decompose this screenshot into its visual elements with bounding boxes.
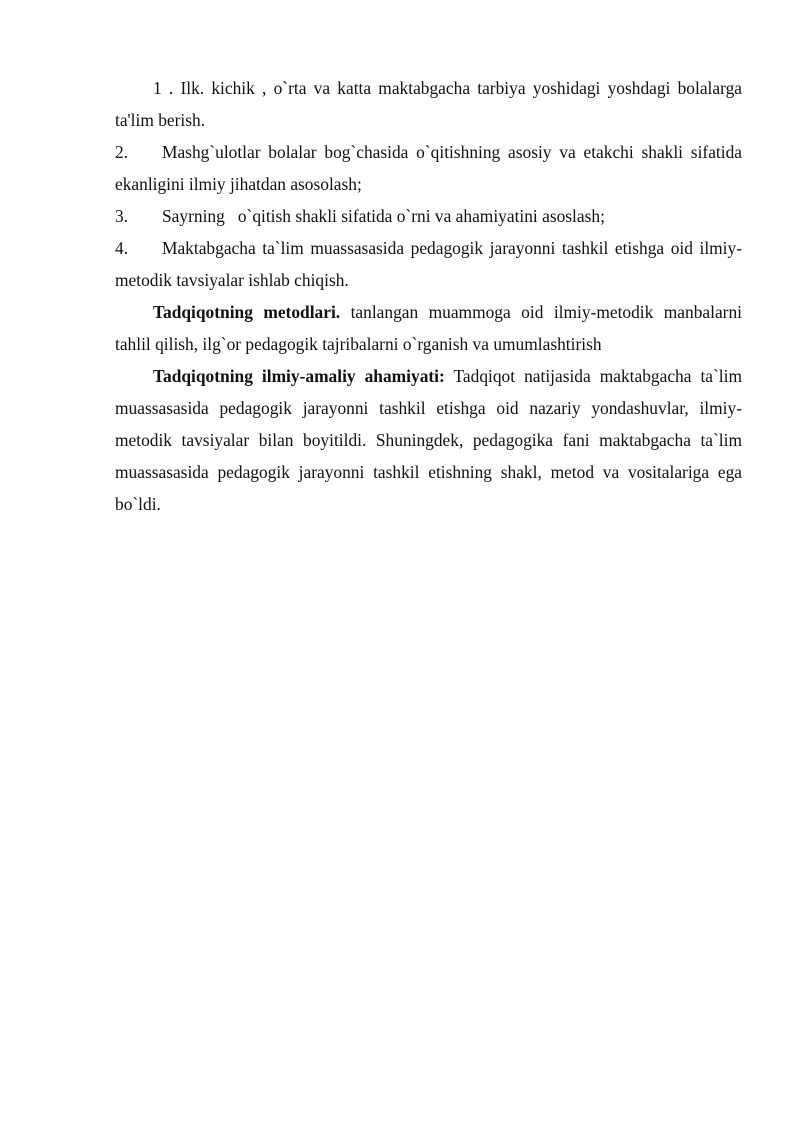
list-item-3-number: 3. [115, 206, 129, 226]
list-item-2 [115, 136, 742, 200]
list-item-3-text: Sayrning o`qitish shakli sifatida o`rni va ahamiyatini asoslash; [162, 206, 605, 226]
significance-paragraph [115, 360, 742, 520]
list-item-4-text: Maktabgacha ta`lim muassasasida pedagogik jarayonni tashkil etishga oid ilmiy-metodik tavsiyalar ishlab chiqish. [115, 238, 742, 290]
methods-text: tanlangan muammoga oid ilmiy-metodik manbalarni tahlil qilish, ilg`or pedagogik tajribalarni o`rganish va umumlashtirish [115, 302, 742, 354]
list-item-2-text: Mashg`ulotlar bolalar bog`chasida o`qitishning asosiy va etakchi shakli sifatida ekanligini ilmiy jihatdan asosolash; [115, 142, 742, 194]
list-item-3 [115, 200, 742, 232]
list-item-1 [115, 72, 742, 136]
list-item-4 [115, 232, 742, 296]
methods-heading: Tadqiqotning metodlari. [153, 302, 341, 322]
methods-paragraph [115, 296, 742, 360]
list-item-2-number: 2. [115, 142, 129, 162]
list-item-4-number: 4. [115, 238, 129, 258]
document-body [115, 72, 742, 520]
significance-heading: Tadqiqotning ilmiy-amaliy ahamiyati: [153, 366, 445, 386]
list-item-1-text: 1 . Ilk. kichik , o`rta va katta maktabgacha tarbiya yoshidagi yoshdagi bolalarga ta'lim berish. [115, 78, 742, 130]
significance-text: Tadqiqot natijasida maktabgacha ta`lim muassasasida pedagogik jarayonni tashkil etishga oid nazariy yondashuvlar, ilmiy-metodik tavsiyalar bilan boyitildi. Shuningdek, pedagogika fani maktabgacha ta`lim muassasasida pedagogik jarayonni tashkil etishning shakl, metod va vositalariga ega bo`ldi. [115, 366, 742, 514]
